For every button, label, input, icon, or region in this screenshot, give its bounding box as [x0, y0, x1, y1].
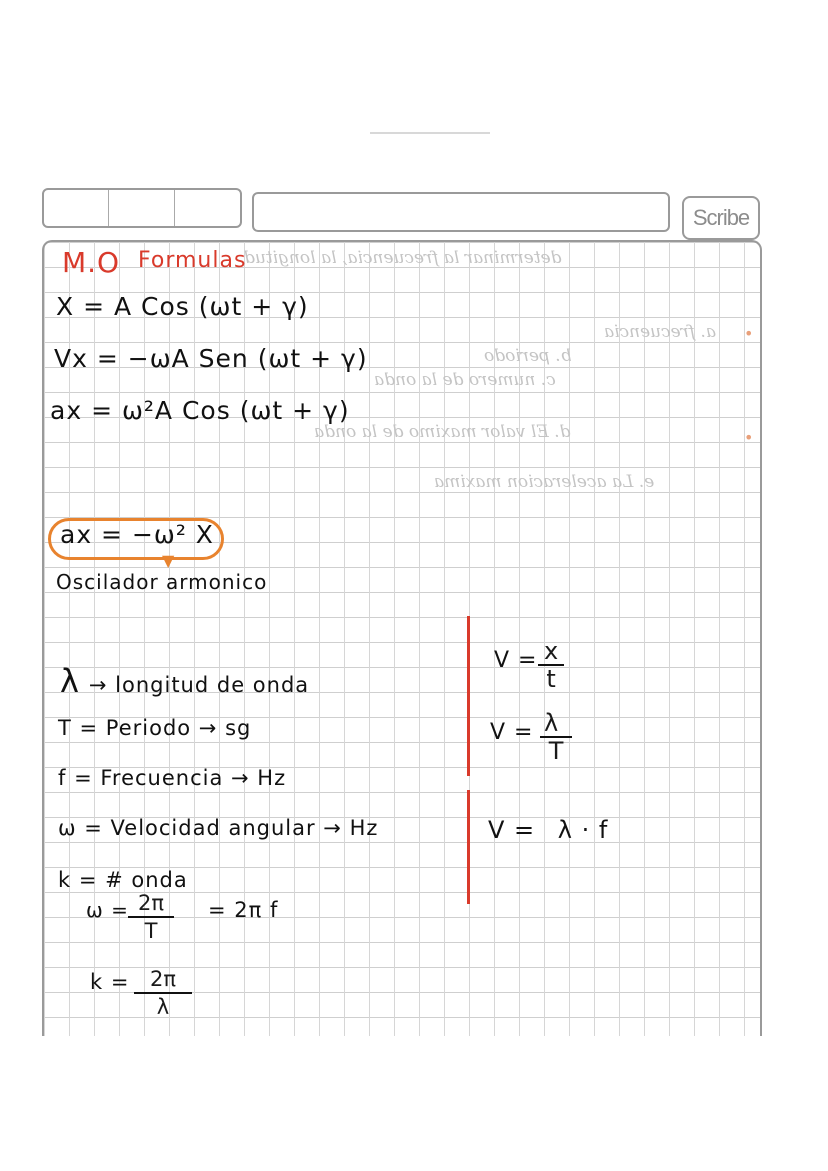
date-cell-divider: [174, 190, 175, 226]
section-title: Formulas: [138, 248, 247, 273]
definition-text: = Periodo → sg: [79, 716, 252, 740]
scan-edge-mark: [370, 132, 490, 134]
date-field: [42, 188, 242, 228]
bracket-line-red: [467, 616, 470, 776]
equation-rhs: = ω²A Cos (ωt + γ): [91, 396, 350, 425]
equation-velocity: [54, 344, 368, 373]
definition-symbol: k: [58, 868, 72, 892]
definition-symbol: ω: [58, 816, 77, 840]
highlight-equation: ax = −ω² X: [60, 520, 214, 549]
definition-wavelength: [60, 662, 309, 700]
definition-text: = Frecuencia → Hz: [74, 766, 287, 790]
equation-acceleration: [50, 396, 350, 425]
omega-formula-rest: = 2π f: [208, 898, 279, 922]
velocity-formula-3: [488, 816, 608, 844]
bleed-through-mark: •: [744, 324, 754, 343]
brand-logo: Scribe: [682, 196, 760, 240]
bleed-through-text: b. periodo: [484, 346, 572, 366]
section-number: M.O: [62, 246, 121, 279]
bleed-through-text: e. La aceleracion maxima: [434, 472, 655, 492]
definition-symbol: λ: [60, 662, 80, 700]
definition-wave-number: [58, 868, 188, 892]
title-field: [252, 192, 670, 232]
fraction-denominator: T: [548, 737, 564, 765]
definition-frequency: [58, 766, 286, 790]
notebook-page: [42, 188, 760, 1038]
equation-lhs: Vx: [54, 344, 88, 373]
fraction-denominator: T: [144, 919, 158, 943]
bleed-through-text: d. El valor maximo de la onda: [314, 422, 571, 442]
definition-text: = # onda: [78, 868, 188, 892]
fraction-denominator: λ: [156, 995, 170, 1019]
omega-formula-fraction: [128, 890, 174, 944]
grid-paper: [42, 240, 762, 1036]
equation-rhs: = −ωA Sen (ωt + γ): [96, 344, 368, 373]
fraction-numerator: x: [538, 638, 564, 666]
equation-position: [56, 292, 309, 321]
fraction-numerator: 2π: [134, 966, 192, 994]
definition-angular-velocity: [58, 816, 378, 840]
bleed-through-text: determinar la frecuencia, la longitud: [244, 248, 562, 268]
k-formula-lhs: k =: [90, 970, 130, 994]
fraction-numerator: 2π: [128, 890, 174, 918]
bracket-line-red: [467, 790, 470, 904]
definition-symbol: T: [58, 716, 72, 740]
date-cell-divider: [108, 190, 109, 226]
velocity-formula-3-expr: λ · f: [557, 816, 609, 844]
velocity-formula-2-lhs: V =: [490, 720, 534, 745]
bleed-through-text: a. frecuencia: [604, 322, 716, 342]
velocity-formula-3-lhs: V =: [488, 816, 536, 844]
equation-lhs: X: [56, 292, 75, 321]
velocity-formula-1-fraction: [538, 638, 564, 692]
definition-period: [58, 716, 251, 740]
k-formula-fraction: [134, 966, 192, 1020]
definition-symbol: f: [58, 766, 67, 790]
velocity-formula-1-lhs: V =: [494, 648, 538, 673]
equation-lhs: ax: [50, 396, 83, 425]
highlight-label: Oscilador armonico: [56, 570, 268, 594]
arrow-down-icon: ▼: [162, 551, 175, 570]
equation-rhs: = A Cos (ωt + γ): [83, 292, 309, 321]
definition-text: = Velocidad angular → Hz: [84, 816, 379, 840]
definition-text: → longitud de onda: [88, 673, 310, 697]
bleed-through-mark: •: [744, 428, 754, 447]
bleed-through-text: c. numero de la onda: [374, 370, 556, 390]
fraction-denominator: t: [546, 665, 556, 693]
velocity-formula-2-fraction: [540, 710, 572, 764]
omega-formula-lhs: ω =: [86, 898, 129, 922]
fraction-numerator: λ: [540, 710, 572, 738]
